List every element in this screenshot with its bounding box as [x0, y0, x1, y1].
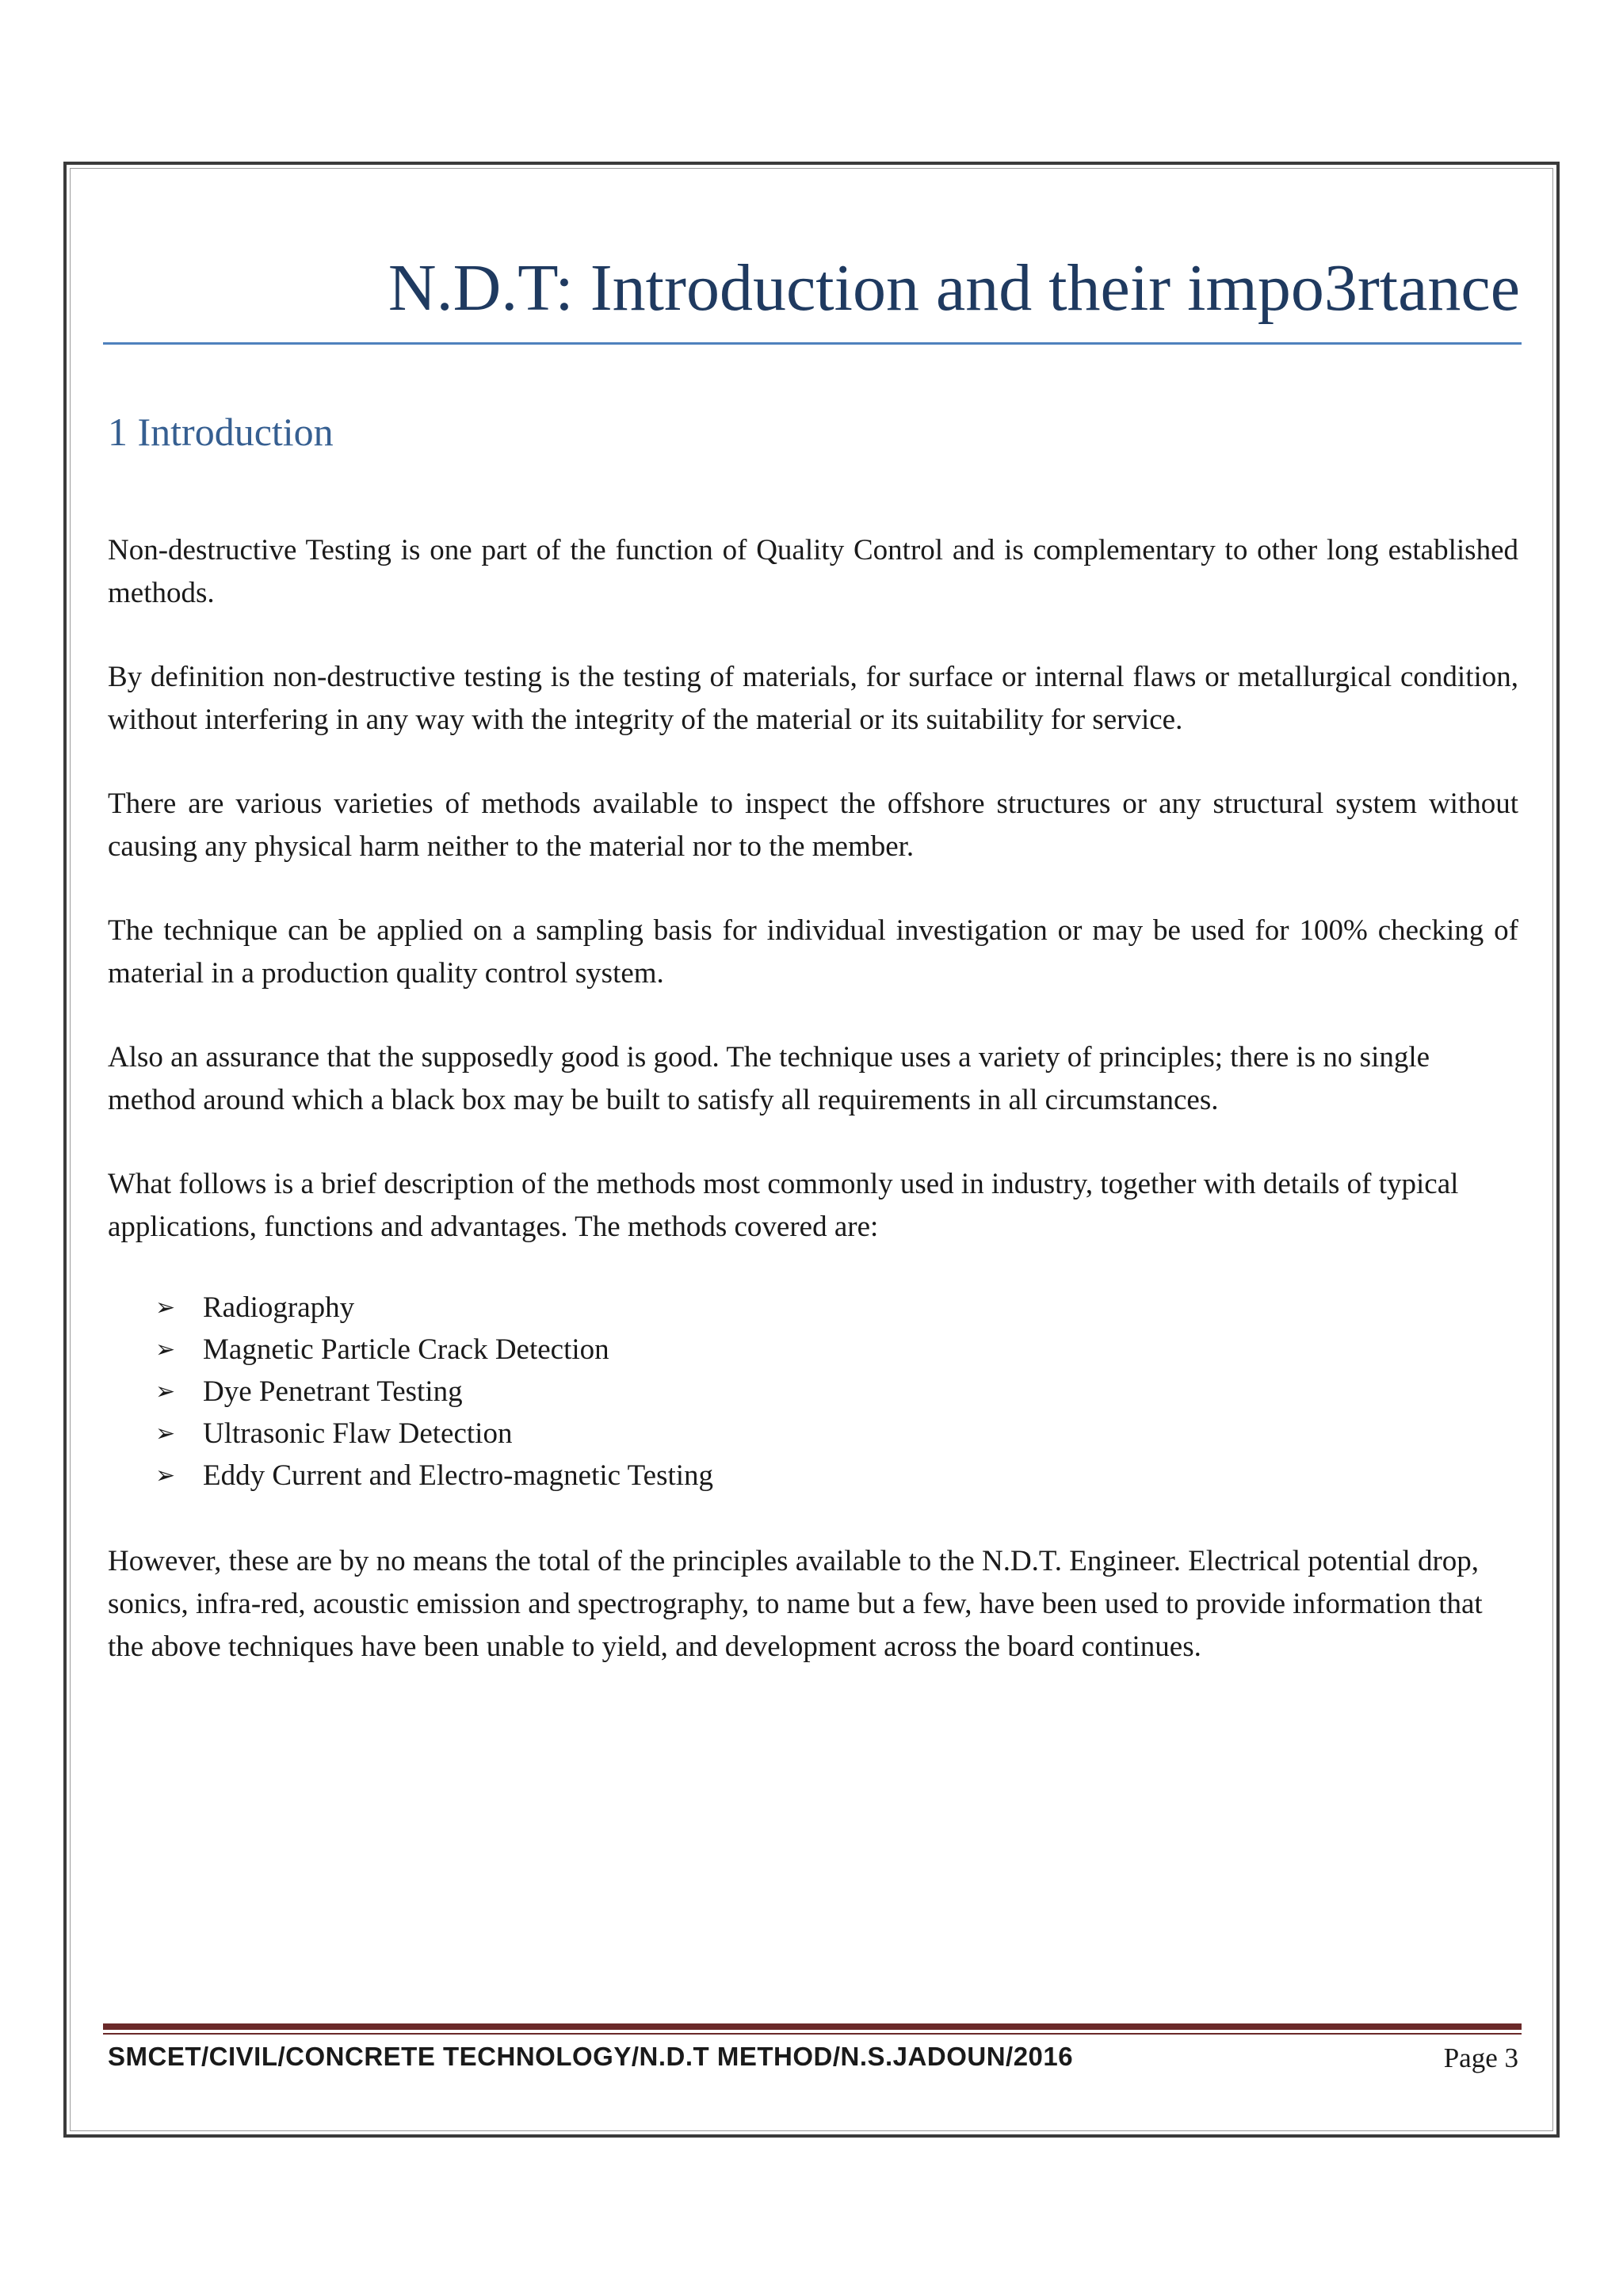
title-underline	[103, 342, 1522, 345]
paragraph-4: The technique can be applied on a sampling basis for individual investigation or may be used for 100% checking of material in a production quality control system.	[108, 914, 1518, 990]
arrow-bullet-icon: ➢	[155, 1378, 176, 1405]
list-item	[155, 1413, 713, 1455]
arrow-bullet-icon: ➢	[155, 1420, 176, 1447]
footer-rule	[103, 2023, 1522, 2030]
paragraph-7: However, these are by no means the total of the principles available to the N.D.T. Engineer. Electrical potential drop, sonics, infra-red, acoustic emission and spectrography, to name but a few, have been used to provide information that the above techniques have been unable to yield, and development across the board continues.	[108, 1545, 1483, 1663]
paragraph-6: What follows is a brief description of the methods most commonly used in industry, together with details of typical applications, functions and advantages. The methods covered are:	[108, 1168, 1459, 1243]
page-border-inner	[70, 168, 1553, 2131]
page-border	[63, 162, 1560, 2138]
list-item-label: Eddy Current and Electro-magnetic Testing	[203, 1459, 714, 1492]
list-item-label: Radiography	[203, 1291, 355, 1324]
paragraph-1: Non-destructive Testing is one part of the function of Quality Control and is complementary to other long established methods.	[108, 534, 1518, 609]
section-heading: 1 Introduction	[108, 410, 334, 454]
page-number: Page 3	[1443, 2042, 1518, 2073]
arrow-bullet-icon: ➢	[155, 1462, 176, 1489]
paragraph-2: By definition non-destructive testing is the testing of materials, for surface or internal flaws or metallurgical condition, without interfering in any way with the integrity of the material or its suitability for service.	[108, 661, 1518, 736]
paragraph-3: There are various varieties of methods available to inspect the offshore structures or any structural system without causing any physical harm neither to the material nor to the member.	[108, 788, 1518, 863]
arrow-bullet-icon: ➢	[155, 1294, 176, 1322]
list-item	[155, 1329, 713, 1371]
list-item	[155, 1455, 713, 1497]
list-item	[155, 1287, 713, 1329]
footer-rule-thin	[103, 2033, 1522, 2035]
methods-list	[155, 1287, 713, 1497]
paragraph-5: Also an assurance that the supposedly good is good. The technique uses a variety of principles; there is no single method around which a black box may be built to satisfy all requirements in all circumstances.	[108, 1041, 1430, 1116]
list-item-label: Magnetic Particle Crack Detection	[203, 1333, 609, 1366]
list-item	[155, 1371, 713, 1413]
arrow-bullet-icon: ➢	[155, 1336, 176, 1363]
list-item-label: Dye Penetrant Testing	[203, 1375, 463, 1408]
list-item-label: Ultrasonic Flaw Detection	[203, 1417, 513, 1450]
page-title: N.D.T: Introduction and their impo3rtance	[388, 251, 1520, 325]
footer-reference: SMCET/CIVIL/CONCRETE TECHNOLOGY/N.D.T METHOD/N.S.JADOUN/2016	[108, 2042, 1074, 2071]
